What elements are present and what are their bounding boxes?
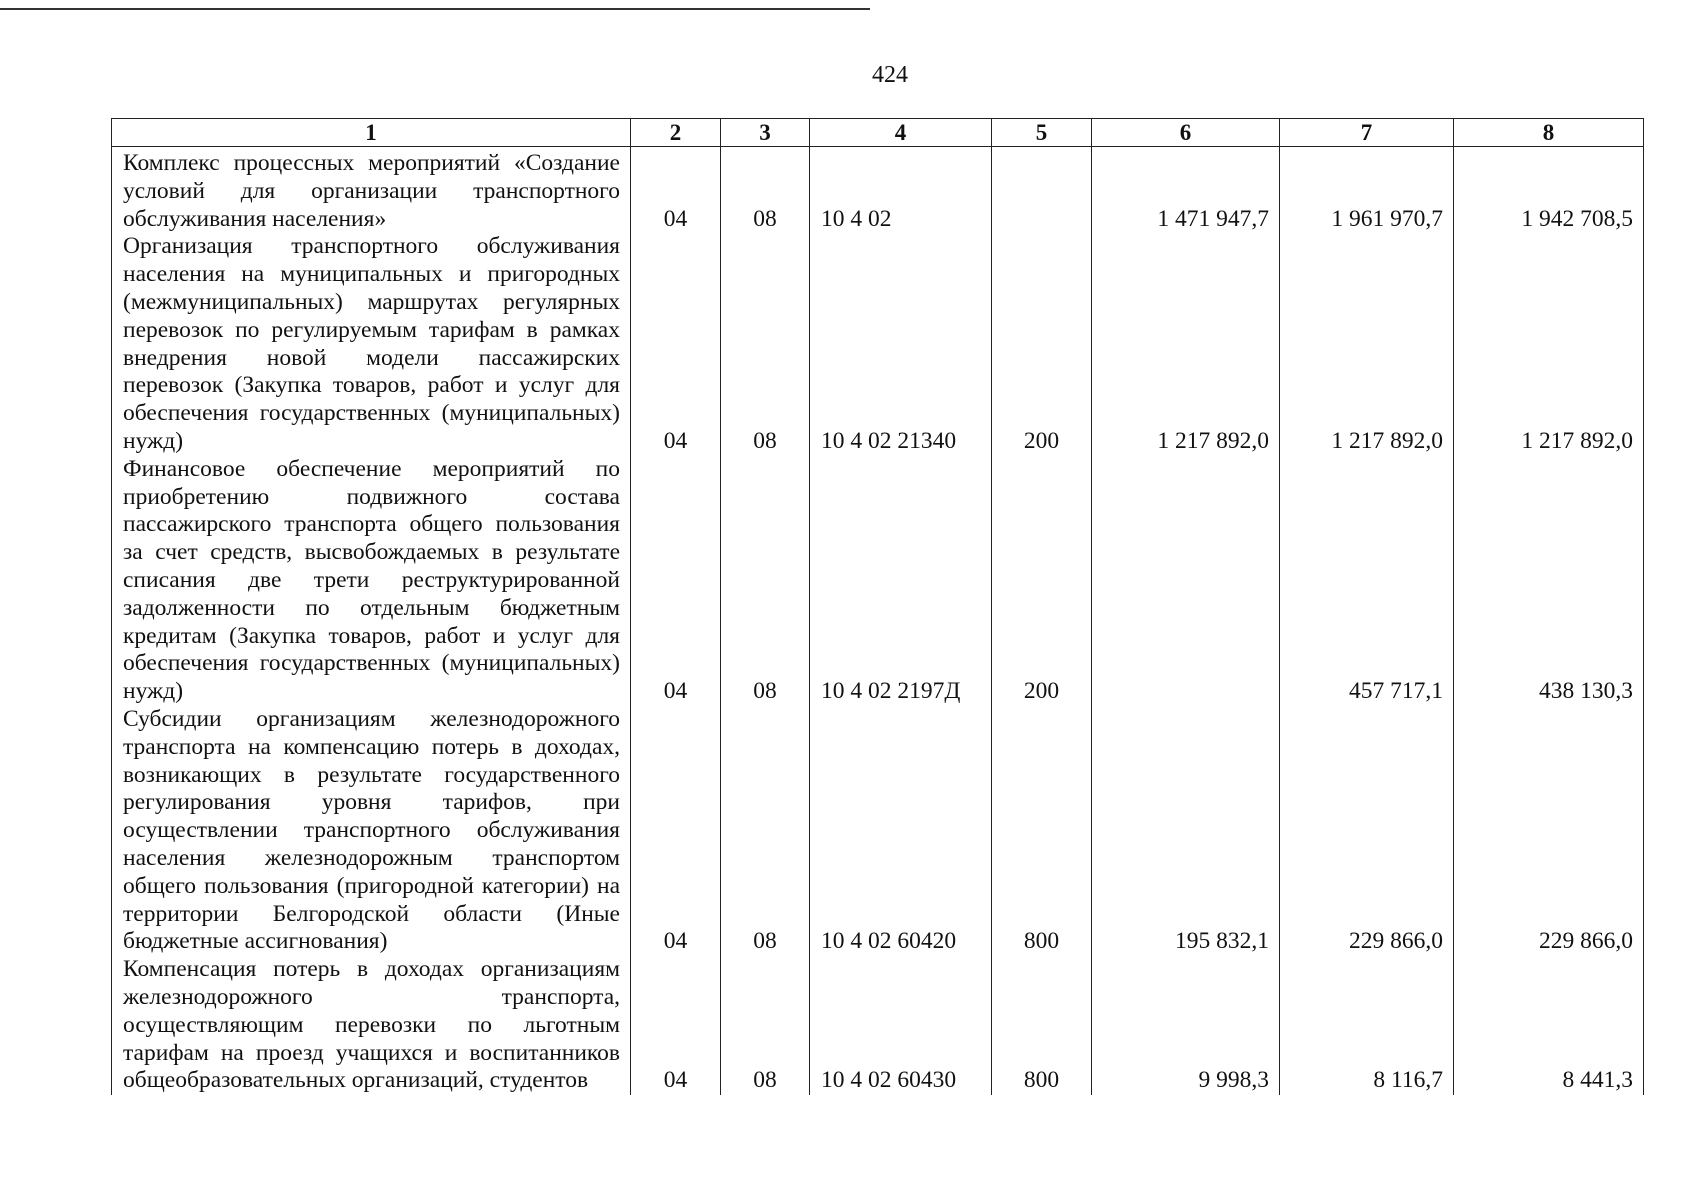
header-col-5: 5 xyxy=(992,119,1092,147)
row-amount-8: 1 217 892,0 xyxy=(1454,233,1644,455)
row-amount-6 xyxy=(1092,456,1280,706)
row-target-article: 10 4 02 21340 xyxy=(810,233,992,455)
row-subsection: 08 xyxy=(721,233,810,455)
row-amount-8: 438 130,3 xyxy=(1454,456,1644,706)
row-target-article: 10 4 02 60430 xyxy=(810,956,992,1095)
row-target-article: 10 4 02 60420 xyxy=(810,706,992,956)
row-amount-6: 1 471 947,7 xyxy=(1092,147,1280,234)
row-name: Организация транспортного обслуживания населения на муниципальных и пригородных (межмуниципальных) маршрутах регулярных перевозок по регулируемым тарифам в рамках внедрения новой модели пассажирских перевозок (Закупка товаров, работ и услуг для обеспечения государственных (муниципальных) нужд) xyxy=(112,233,631,455)
row-section: 04 xyxy=(631,233,721,455)
row-name: Финансовое обеспечение мероприятий по приобретению подвижного состава пассажирского транспорта общего пользования за счет средств, высвобождаемых в результате списания две трети реструктурированной задолженности по отдельным бюджетным кредитам (Закупка товаров, работ и услуг для обеспечения государственных (муниципальных) нужд) xyxy=(112,456,631,706)
row-name: Компенсация потерь в доходах организациям железнодорожного транспорта, осуществляющим перевозки по льготным тарифам на проезд учащихся и воспитанников общеобразовательных организаций, студентов xyxy=(112,956,631,1095)
row-subsection: 08 xyxy=(721,956,810,1095)
row-expense-type xyxy=(992,147,1092,234)
row-amount-8: 229 866,0 xyxy=(1454,706,1644,956)
row-expense-type: 200 xyxy=(992,233,1092,455)
row-amount-7: 8 116,7 xyxy=(1280,956,1454,1095)
row-amount-6: 9 998,3 xyxy=(1092,956,1280,1095)
row-subsection: 08 xyxy=(721,456,810,706)
header-col-1: 1 xyxy=(112,119,631,147)
row-section: 04 xyxy=(631,706,721,956)
row-amount-6: 1 217 892,0 xyxy=(1092,233,1280,455)
row-target-article: 10 4 02 2197Д xyxy=(810,456,992,706)
row-amount-6: 195 832,1 xyxy=(1092,706,1280,956)
row-amount-7: 229 866,0 xyxy=(1280,706,1454,956)
row-expense-type: 200 xyxy=(992,456,1092,706)
table-row xyxy=(112,956,1644,1095)
row-amount-7: 457 717,1 xyxy=(1280,456,1454,706)
header-row xyxy=(112,119,1644,147)
row-subsection: 08 xyxy=(721,147,810,234)
table-row xyxy=(112,147,1644,234)
row-amount-7: 1 217 892,0 xyxy=(1280,233,1454,455)
row-name: Субсидии организациям железнодорожного транспорта на компенсацию потерь в доходах, возникающих в результате государственного регулирования уровня тарифов, при осуществлении транспортного обслуживания населения железнодорожным транспортом общего пользования (пригородной категории) на территории Белгородской области (Иные бюджетные ассигнования) xyxy=(112,706,631,956)
table-row xyxy=(112,233,1644,455)
row-expense-type: 800 xyxy=(992,706,1092,956)
row-target-article: 10 4 02 xyxy=(810,147,992,234)
header-col-4: 4 xyxy=(810,119,992,147)
row-section: 04 xyxy=(631,456,721,706)
row-name: Комплекс процессных мероприятий «Создание условий для организации транспортного обслуживания населения» xyxy=(112,147,631,234)
row-subsection: 08 xyxy=(721,706,810,956)
row-amount-7: 1 961 970,7 xyxy=(1280,147,1454,234)
budget-table xyxy=(111,118,1644,1095)
row-section: 04 xyxy=(631,147,721,234)
row-section: 04 xyxy=(631,956,721,1095)
table-body xyxy=(112,147,1644,1096)
row-amount-8: 1 942 708,5 xyxy=(1454,147,1644,234)
table-row xyxy=(112,456,1644,706)
header-col-3: 3 xyxy=(721,119,810,147)
row-expense-type: 800 xyxy=(992,956,1092,1095)
header-col-6: 6 xyxy=(1092,119,1280,147)
table-header xyxy=(112,119,1644,147)
top-scan-rule xyxy=(0,8,870,10)
header-col-8: 8 xyxy=(1454,119,1644,147)
header-col-7: 7 xyxy=(1280,119,1454,147)
row-amount-8: 8 441,3 xyxy=(1454,956,1644,1095)
page-number: 424 xyxy=(872,62,908,88)
table-row xyxy=(112,706,1644,956)
header-col-2: 2 xyxy=(631,119,721,147)
